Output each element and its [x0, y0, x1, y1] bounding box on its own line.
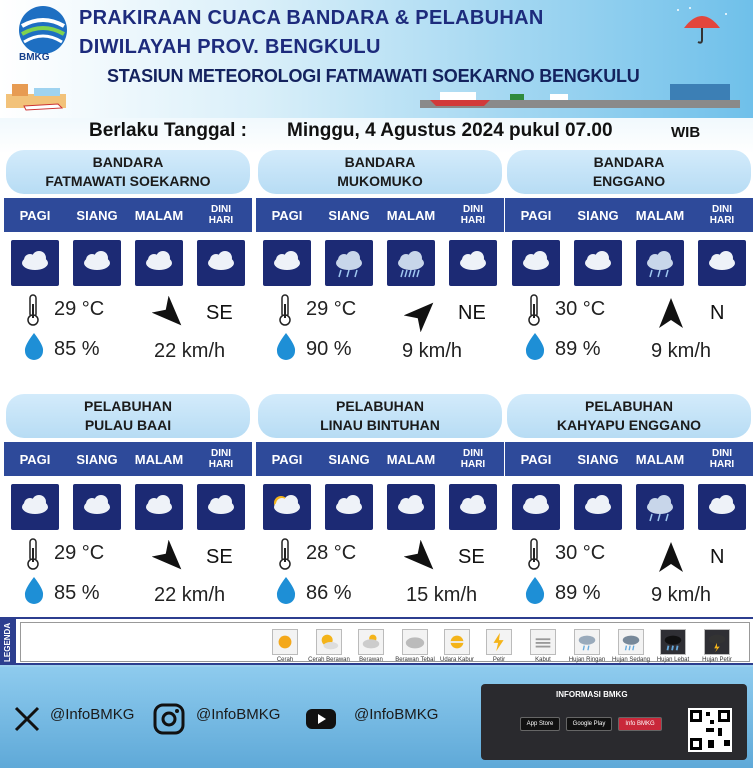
period-tab: SIANG: [328, 451, 370, 467]
temperature: 29 °C: [54, 298, 105, 320]
location-panel: [256, 394, 504, 609]
location-name: KAHYAPU ENGGANO: [556, 417, 702, 433]
wind-direction-arrow-icon: [653, 296, 689, 332]
location-panel: [4, 394, 252, 609]
location-name: MUKOMUKO: [337, 173, 423, 189]
wind-speed: 22 km/h: [154, 584, 226, 606]
weather-cloudy-icon: [698, 240, 746, 286]
cloud-sun-icon: [358, 629, 384, 655]
weather-cloudy-icon: [698, 484, 746, 530]
humidity-drop-icon: [274, 576, 298, 604]
weather-cloudy-icon: [135, 240, 183, 286]
wind-speed: 22 km/h: [154, 340, 226, 362]
weather-cloudy-icon: [512, 484, 560, 530]
location-type: PELABUHAN: [84, 398, 172, 414]
period-tab: DINI HARI: [208, 204, 234, 226]
period-tab: PAGI: [271, 207, 303, 223]
google-play-badge[interactable]: Google Play: [566, 717, 612, 731]
legend-label: Hujan Sedang: [611, 657, 651, 663]
period-tab: MALAM: [635, 207, 685, 223]
weather-cloudy-icon: [263, 240, 311, 286]
wind-direction-arrow-icon: [653, 540, 689, 576]
location-title: [6, 394, 250, 438]
qr-code-icon: [688, 708, 732, 752]
info-card-title: INFORMASI BMKG: [556, 690, 628, 699]
wind-direction-arrow-icon: [404, 296, 440, 332]
weather-light-rain-icon: [325, 240, 373, 286]
wind-speed: 15 km/h: [406, 584, 478, 606]
wind-direction: SE: [458, 546, 485, 568]
legend-item: [477, 629, 521, 663]
thermometer-icon: [527, 538, 541, 570]
wind-direction: NE: [458, 302, 486, 324]
period-tab: PAGI: [19, 207, 51, 223]
legend-label: Berawan Tebal: [395, 657, 435, 663]
legend-label: Berawan: [359, 657, 383, 663]
lightning-icon: [486, 629, 512, 655]
humidity: 85 %: [54, 582, 100, 604]
legend-item: [609, 629, 653, 663]
humidity: 85 %: [54, 338, 100, 360]
legend-item: [521, 629, 565, 663]
location-type: PELABUHAN: [585, 398, 673, 414]
location-type: BANDARA: [593, 154, 665, 170]
wind-direction: SE: [206, 302, 233, 324]
humidity-drop-icon: [523, 332, 547, 360]
weather-icons: [4, 484, 252, 530]
location-type: BANDARA: [344, 154, 416, 170]
sun-icon: [272, 629, 298, 655]
legend-label: Udara Kabur: [439, 657, 475, 663]
period-tab: SIANG: [328, 207, 370, 223]
legend-label: Cerah Berawan: [308, 657, 350, 663]
wind-direction-arrow-icon: [404, 540, 440, 576]
period-tab: DINI HARI: [709, 204, 735, 226]
period-tab: DINI HARI: [709, 448, 735, 470]
weather-light-rain-icon: [636, 240, 684, 286]
location-name: PULAU BAAI: [84, 417, 172, 433]
thermometer-icon: [26, 294, 40, 326]
legend-item: [263, 629, 307, 663]
period-tab: PAGI: [520, 207, 552, 223]
station-name: STASIUN METEOROLOGI FATMAWATI SOEKARNO BENGKULU: [107, 66, 640, 86]
app-store-badge[interactable]: App Store: [520, 717, 560, 731]
weather-cloudy-icon: [73, 240, 121, 286]
instagram-handle[interactable]: @InfoBMKG: [196, 706, 281, 723]
period-tabs: [505, 198, 753, 232]
period-tabs: [256, 198, 504, 232]
location-title: [507, 150, 751, 194]
legend-label: Kabut: [535, 657, 551, 663]
weather-icons: [4, 240, 252, 286]
temperature: 29 °C: [306, 298, 357, 320]
weather-cloudy-icon: [449, 240, 497, 286]
weather-moderate-rain-icon: [387, 240, 435, 286]
thermometer-icon: [26, 538, 40, 570]
location-panel: [505, 150, 753, 365]
period-tab: SIANG: [577, 451, 619, 467]
legend-item: [349, 629, 393, 663]
legend-item: [651, 629, 695, 663]
legend-item: [695, 629, 739, 663]
location-panel: [4, 150, 252, 365]
period-tabs: [256, 442, 504, 476]
legend-label: Hujan Lebat: [656, 657, 690, 663]
location-title: [507, 394, 751, 438]
weather-cloudy-icon: [574, 240, 622, 286]
legend-label: Hujan Ringan: [568, 657, 606, 663]
instagram-icon[interactable]: [152, 702, 186, 736]
period-tab: MALAM: [134, 207, 184, 223]
legend: [0, 617, 753, 665]
haze-icon: [444, 629, 470, 655]
humidity: 90 %: [306, 338, 352, 360]
period-tab: MALAM: [635, 451, 685, 467]
legend-box: [20, 622, 750, 662]
heavy-rain-icon: [660, 629, 686, 655]
weather-cloudy-icon: [197, 240, 245, 286]
location-type: BANDARA: [92, 154, 164, 170]
thermometer-icon: [527, 294, 541, 326]
weather-cloudy-icon: [387, 484, 435, 530]
validity-timezone: WIB: [671, 124, 701, 141]
location-title: [258, 394, 502, 438]
temperature: 30 °C: [555, 298, 606, 320]
location-panel: [256, 150, 504, 365]
weather-icons: [505, 240, 753, 286]
wind-direction: N: [710, 302, 725, 324]
wind-direction: N: [710, 546, 725, 568]
overcast-icon: [402, 629, 428, 655]
period-tab: MALAM: [386, 451, 436, 467]
legend-item: [565, 629, 609, 663]
legend-label: Cerah: [276, 657, 294, 663]
wind-direction-arrow-icon: [152, 296, 188, 332]
period-tab: SIANG: [577, 207, 619, 223]
validity-label: Berlaku Tanggal :: [89, 120, 248, 141]
period-tab: DINI HARI: [208, 448, 234, 470]
thermometer-icon: [278, 538, 292, 570]
weather-cloudy-icon: [11, 240, 59, 286]
youtube-handle[interactable]: @InfoBMKG: [354, 706, 439, 723]
humidity-drop-icon: [523, 576, 547, 604]
humidity-drop-icon: [274, 332, 298, 360]
location-type: PELABUHAN: [336, 398, 424, 414]
period-tab: PAGI: [271, 451, 303, 467]
legend-tag: LEGENDA: [0, 619, 16, 665]
weather-cloudy-icon: [574, 484, 622, 530]
info-bmkg-badge[interactable]: Info BMKG: [618, 717, 662, 731]
temperature: 29 °C: [54, 542, 105, 564]
weather-icons: [256, 484, 504, 530]
weather-icons: [256, 240, 504, 286]
thermometer-icon: [278, 294, 292, 326]
wind-direction-arrow-icon: [152, 540, 188, 576]
humidity-drop-icon: [22, 332, 46, 360]
weather-cloudy-icon: [11, 484, 59, 530]
legend-label: Hujan Petir: [702, 657, 732, 663]
humidity: 86 %: [306, 582, 352, 604]
weather-cloudy-icon: [512, 240, 560, 286]
title-line1: PRAKIRAAN CUACA BANDARA & PELABUHAN: [79, 7, 544, 29]
period-tab: SIANG: [76, 207, 118, 223]
moderate-rain-icon: [618, 629, 644, 655]
humidity: 89 %: [555, 582, 601, 604]
location-name: FATMAWATI SOEKARNO: [45, 173, 211, 189]
period-tab: MALAM: [386, 207, 436, 223]
sun-cloud-icon: [316, 629, 342, 655]
period-tab: PAGI: [19, 451, 51, 467]
umbrella-icon: [670, 4, 734, 44]
humidity: 89 %: [555, 338, 601, 360]
wind-direction: SE: [206, 546, 233, 568]
location-panel: [505, 394, 753, 609]
weather-cloudy-icon: [135, 484, 183, 530]
weather-light-rain-icon: [636, 484, 684, 530]
wind-speed: 9 km/h: [651, 584, 712, 606]
logo-text: BMKG: [19, 52, 50, 63]
period-tab: MALAM: [134, 451, 184, 467]
thunderstorm-icon: [704, 629, 730, 655]
x-twitter-icon[interactable]: [10, 702, 44, 736]
location-title: [258, 150, 502, 194]
temperature: 30 °C: [555, 542, 606, 564]
header: [0, 0, 753, 118]
youtube-icon[interactable]: [304, 702, 338, 736]
location-title: [6, 150, 250, 194]
period-tab: DINI HARI: [460, 448, 486, 470]
validity-date: Minggu, 4 Agustus 2024 pukul 07.00: [287, 120, 613, 141]
twitter-handle[interactable]: @InfoBMKG: [50, 706, 135, 723]
period-tabs: [4, 442, 252, 476]
weather-cloudy-icon: [197, 484, 245, 530]
period-tab: PAGI: [520, 451, 552, 467]
period-tabs: [4, 198, 252, 232]
weather-cloudy-icon: [325, 484, 373, 530]
location-name: LINAU BINTUHAN: [320, 417, 440, 433]
weather-icons: [505, 484, 753, 530]
period-tab: DINI HARI: [460, 204, 486, 226]
legend-item: [393, 629, 437, 663]
legend-item: [307, 629, 351, 663]
legend-label: Petir: [492, 657, 506, 663]
legend-item: [435, 629, 479, 663]
title-line2: DIWILAYAH PROV. BENGKULU: [79, 36, 381, 58]
humidity-drop-icon: [22, 576, 46, 604]
fog-icon: [530, 629, 556, 655]
wind-speed: 9 km/h: [651, 340, 712, 362]
temperature: 28 °C: [306, 542, 357, 564]
light-rain-icon: [574, 629, 600, 655]
wind-speed: 9 km/h: [402, 340, 463, 362]
weather-partly-cloudy-icon: [263, 484, 311, 530]
location-name: ENGGANO: [592, 173, 666, 189]
airport-illustration: [4, 74, 74, 114]
period-tabs: [505, 442, 753, 476]
weather-cloudy-icon: [449, 484, 497, 530]
harbor-illustration: [420, 78, 740, 108]
period-tab: SIANG: [76, 451, 118, 467]
weather-cloudy-icon: [73, 484, 121, 530]
